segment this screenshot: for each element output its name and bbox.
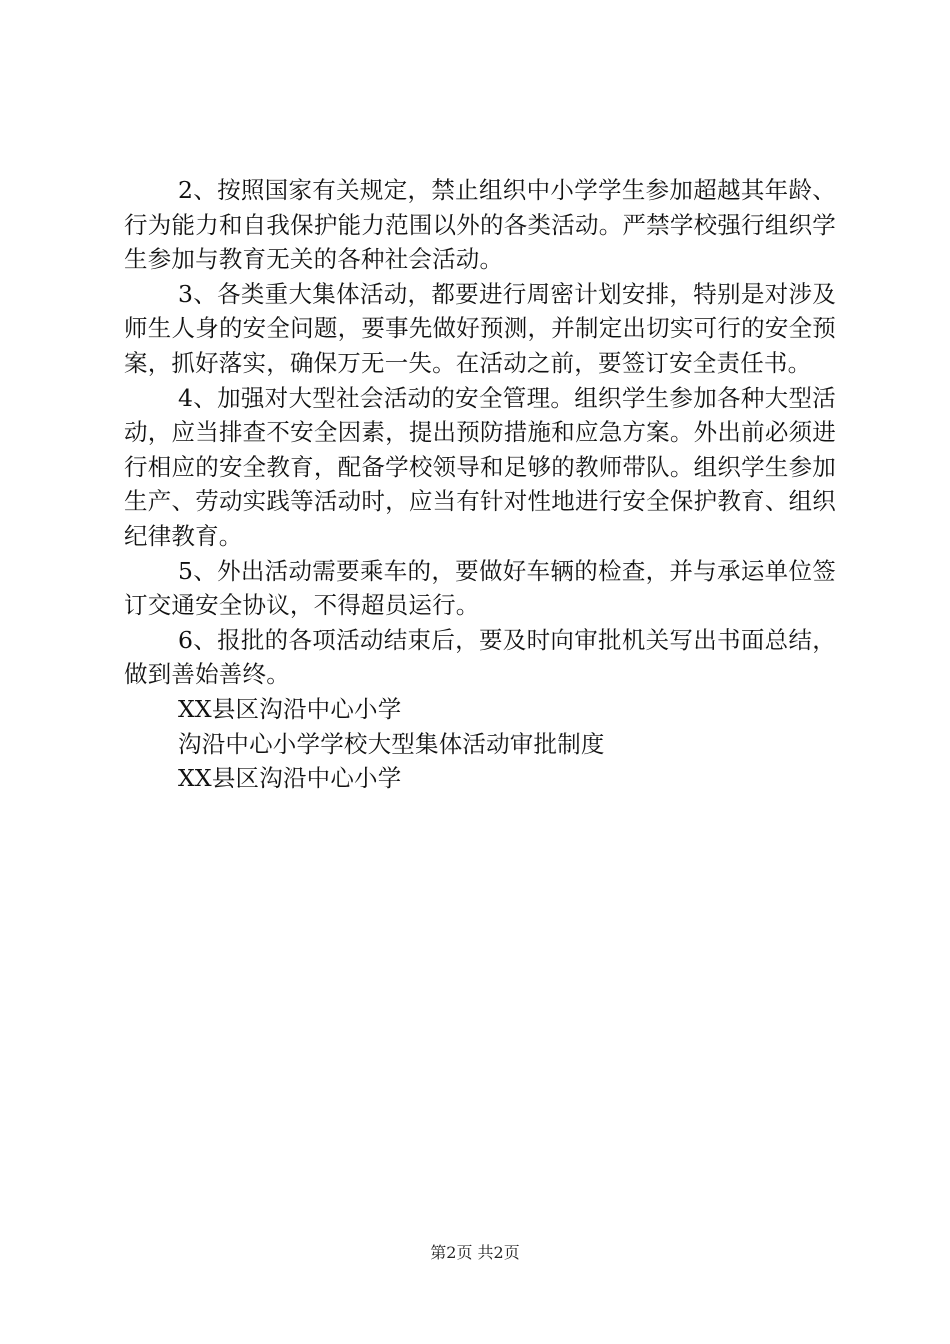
signature-school-name: XX县区沟沿中心小学 <box>178 694 402 723</box>
document-body <box>124 173 836 796</box>
paragraph-item-3: 3、各类重大集体活动，都要进行周密计划安排，特别是对涉及师生人身的安全问题，要事先做好预测，并制定出切实可行的安全预案，抓好落实，确保万无一失。在活动之前，要签订安全责任书。 <box>124 279 836 377</box>
signature-school-name-repeat: XX县区沟沿中心小学 <box>178 764 402 793</box>
paragraph-item-6: 6、报批的各项活动结束后，要及时向审批机关写出书面总结，做到善始善终。 <box>124 625 836 689</box>
paragraph-item-5: 5、外出活动需要乘车的，要做好车辆的检查，并与承运单位签订交通安全协议，不得超员运行。 <box>124 556 836 620</box>
paragraph-item-4: 4、加强对大型社会活动的安全管理。组织学生参加各种大型活动，应当排查不安全因素，提出预防措施和应急方案。外出前必须进行相应的安全教育，配备学校领导和足够的教师带队。组织学生参加生产、劳动实践等活动时，应当有针对性地进行安全保护教育、组织纪律教育。 <box>124 383 836 550</box>
paragraph-item-2: 2、按照国家有关规定，禁止组织中小学学生参加超越其年龄、行为能力和自我保护能力范围以外的各类活动。严禁学校强行组织学生参加与教育无关的各种社会活动。 <box>124 176 836 274</box>
document-title-line: 沟沿中心小学学校大型集体活动审批制度 <box>178 729 605 758</box>
page-number-footer: 第2页 共2页 <box>430 1243 520 1262</box>
